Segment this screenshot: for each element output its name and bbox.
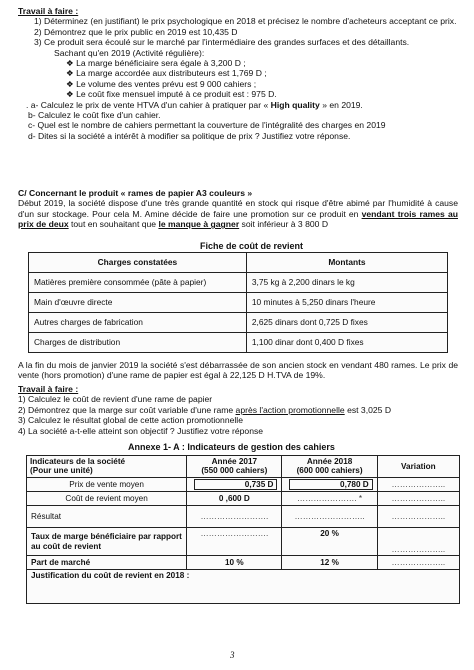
column-header: Année 2017 (550 000 cahiers) xyxy=(187,456,282,478)
table-row xyxy=(27,477,460,492)
column-header: Montants xyxy=(246,253,447,273)
table-row xyxy=(29,313,448,333)
table-cell: Autres charges de fabrication xyxy=(29,313,247,333)
question-4: 4) La société a-t-elle atteint son objectif ? Justifiez votre réponse xyxy=(18,425,264,436)
table-row xyxy=(29,273,448,293)
table-row xyxy=(29,333,448,353)
row-label: Taux de marge bénéficiaire par rapport au coût de revient xyxy=(27,528,187,556)
bullet-item: ❖ Le volume des ventes prévu est 9 000 cahiers ; xyxy=(66,78,257,89)
table-cell: 0,780 D xyxy=(282,477,377,492)
sub-question-d: d- Dites si la société a intérêt à modifier sa politique de prix ? Justifiez votre réponse. xyxy=(28,130,351,141)
table-cell: 2,625 dinars dont 0,725 D fixes xyxy=(246,313,447,333)
table-cell: 3,75 kg à 2,200 dinars le kg xyxy=(246,273,447,293)
bullet-list xyxy=(18,58,458,100)
bullet-item: ❖ La marge bénéficiaire sera égale à 3,200 D ; xyxy=(66,58,246,69)
table-cell: ……………….. xyxy=(377,556,459,570)
cost-table-title: Fiche de coût de revient xyxy=(200,241,304,251)
table-cell: Matières première consommée (pâte à papier) xyxy=(29,273,247,293)
annex-title: Annexe 1- A : Indicateurs de gestion des cahiers xyxy=(128,442,335,452)
bullet-item: ❖ Le coût fixe mensuel imputé à ce produit est : 975 D. xyxy=(66,89,277,100)
table-row xyxy=(27,570,460,604)
column-header: Variation xyxy=(377,456,459,478)
table-cell: 20 % xyxy=(282,528,377,556)
question-3: 3) Calculez le résultat global de cette action promotionnelle xyxy=(18,415,243,426)
table-row xyxy=(27,506,460,528)
table-cell: ……………….. xyxy=(377,506,459,528)
question-3: 3) Ce produit sera écoulé sur le marché par l'intermédiaire des grandes surfaces et des détaillants. xyxy=(34,37,410,48)
section-c-title: C/ Concernant le produit « rames de papier A3 couleurs » xyxy=(18,188,253,198)
table-cell: Charges de distribution xyxy=(29,333,247,353)
question-2: 2) Démontrez que la marge sur coût variable d'une rame après l'action promotionnelle est 3,025 D xyxy=(18,404,392,415)
sub-question-a: . a- Calculez le prix de vente HTVA d'un cahier à pratiquer par « High quality » en 2019. xyxy=(26,99,363,110)
section-c xyxy=(18,188,458,230)
table-row xyxy=(27,556,460,570)
sub-question-b: b- Calculez le coût fixe d'un cahier. xyxy=(28,110,161,121)
table-row xyxy=(27,528,460,556)
column-header: Indicateurs de la société (Pour une unité) xyxy=(27,456,187,478)
table-row xyxy=(29,293,448,313)
row-label: Part de marché xyxy=(27,556,187,570)
question-1: 1) Calculez le coût de revient d'une rame de papier xyxy=(18,394,213,405)
section-c-paragraph: Début 2019, la société dispose d'une très grande quantité en stock qui risque d'être abimé par l'humidité à cause d'un sur stockage. Pour cela M. Amine décide de faire une promotion sur ce produit en vendant trois rames au prix de deux tout en souhaitant que le manque à gagner soit inférieur à 3 800 D xyxy=(18,198,458,230)
page-number: 3 xyxy=(230,650,235,660)
table-cell: ……………….. xyxy=(377,528,459,556)
table-cell: …………………….. xyxy=(282,506,377,528)
travail-section-2 xyxy=(18,384,458,436)
question-1: 1) Déterminez (en justifiant) le prix psychologique en 2018 et précisez le nombre d'acheteurs acceptant ce prix. xyxy=(34,16,457,27)
table-cell: ……………….. xyxy=(377,477,459,492)
row-label: Prix de vente moyen xyxy=(27,477,187,492)
table-cell: 1,100 dinar dont 0,400 D fixes xyxy=(246,333,447,353)
table-header-row xyxy=(27,456,460,478)
question-2: 2) Démontrez que le prix public en 2019 est 10,435 D xyxy=(34,26,238,37)
column-header: Année 2018 (600 000 cahiers) xyxy=(282,456,377,478)
cost-table xyxy=(28,252,448,353)
table-cell: 10 % xyxy=(187,556,282,570)
row-label: Coût de revient moyen xyxy=(27,492,187,506)
table-cell: ……………….. xyxy=(377,492,459,506)
travail-title-2: Travail à faire : xyxy=(18,384,79,394)
bullet-item: ❖ La marge accordée aux distributeurs est 1,769 D ; xyxy=(66,68,267,79)
column-header: Charges constatées xyxy=(29,253,247,273)
table-cell: 0,735 D xyxy=(187,477,282,492)
table-header-row xyxy=(29,253,448,273)
sub-question-c: c- Quel est le nombre de cahiers permettant la couverture de l'intégralité des charges en 2019 xyxy=(28,120,386,131)
table-cell: 10 minutes à 5,250 dinars l'heure xyxy=(246,293,447,313)
row-label: Résultat xyxy=(27,506,187,528)
travail-section-1 xyxy=(18,6,458,141)
table-cell: 12 % xyxy=(282,556,377,570)
table-cell: Main d'œuvre directe xyxy=(29,293,247,313)
table-cell: ……………………. xyxy=(187,528,282,556)
table-cell: ……………………. xyxy=(187,506,282,528)
annex-table xyxy=(26,455,460,604)
table-cell: …………………. * xyxy=(282,492,377,506)
question-3-context: Sachant qu'en 2019 (Activité régulière): xyxy=(54,47,205,58)
justification-cell: Justification du coût de revient en 2018 : xyxy=(27,570,460,604)
stock-paragraph: A la fin du mois de janvier 2019 la société s'est débarrassée de son ancien stock en vendant 480 rames. Le prix de vente (hors promotion) d'une rame de papier est égal à 22,125 D H.TVA de 19%. xyxy=(18,360,458,381)
table-row xyxy=(27,492,460,506)
table-cell: 0 ,600 D xyxy=(187,492,282,506)
travail-title-1: Travail à faire : xyxy=(18,6,79,16)
